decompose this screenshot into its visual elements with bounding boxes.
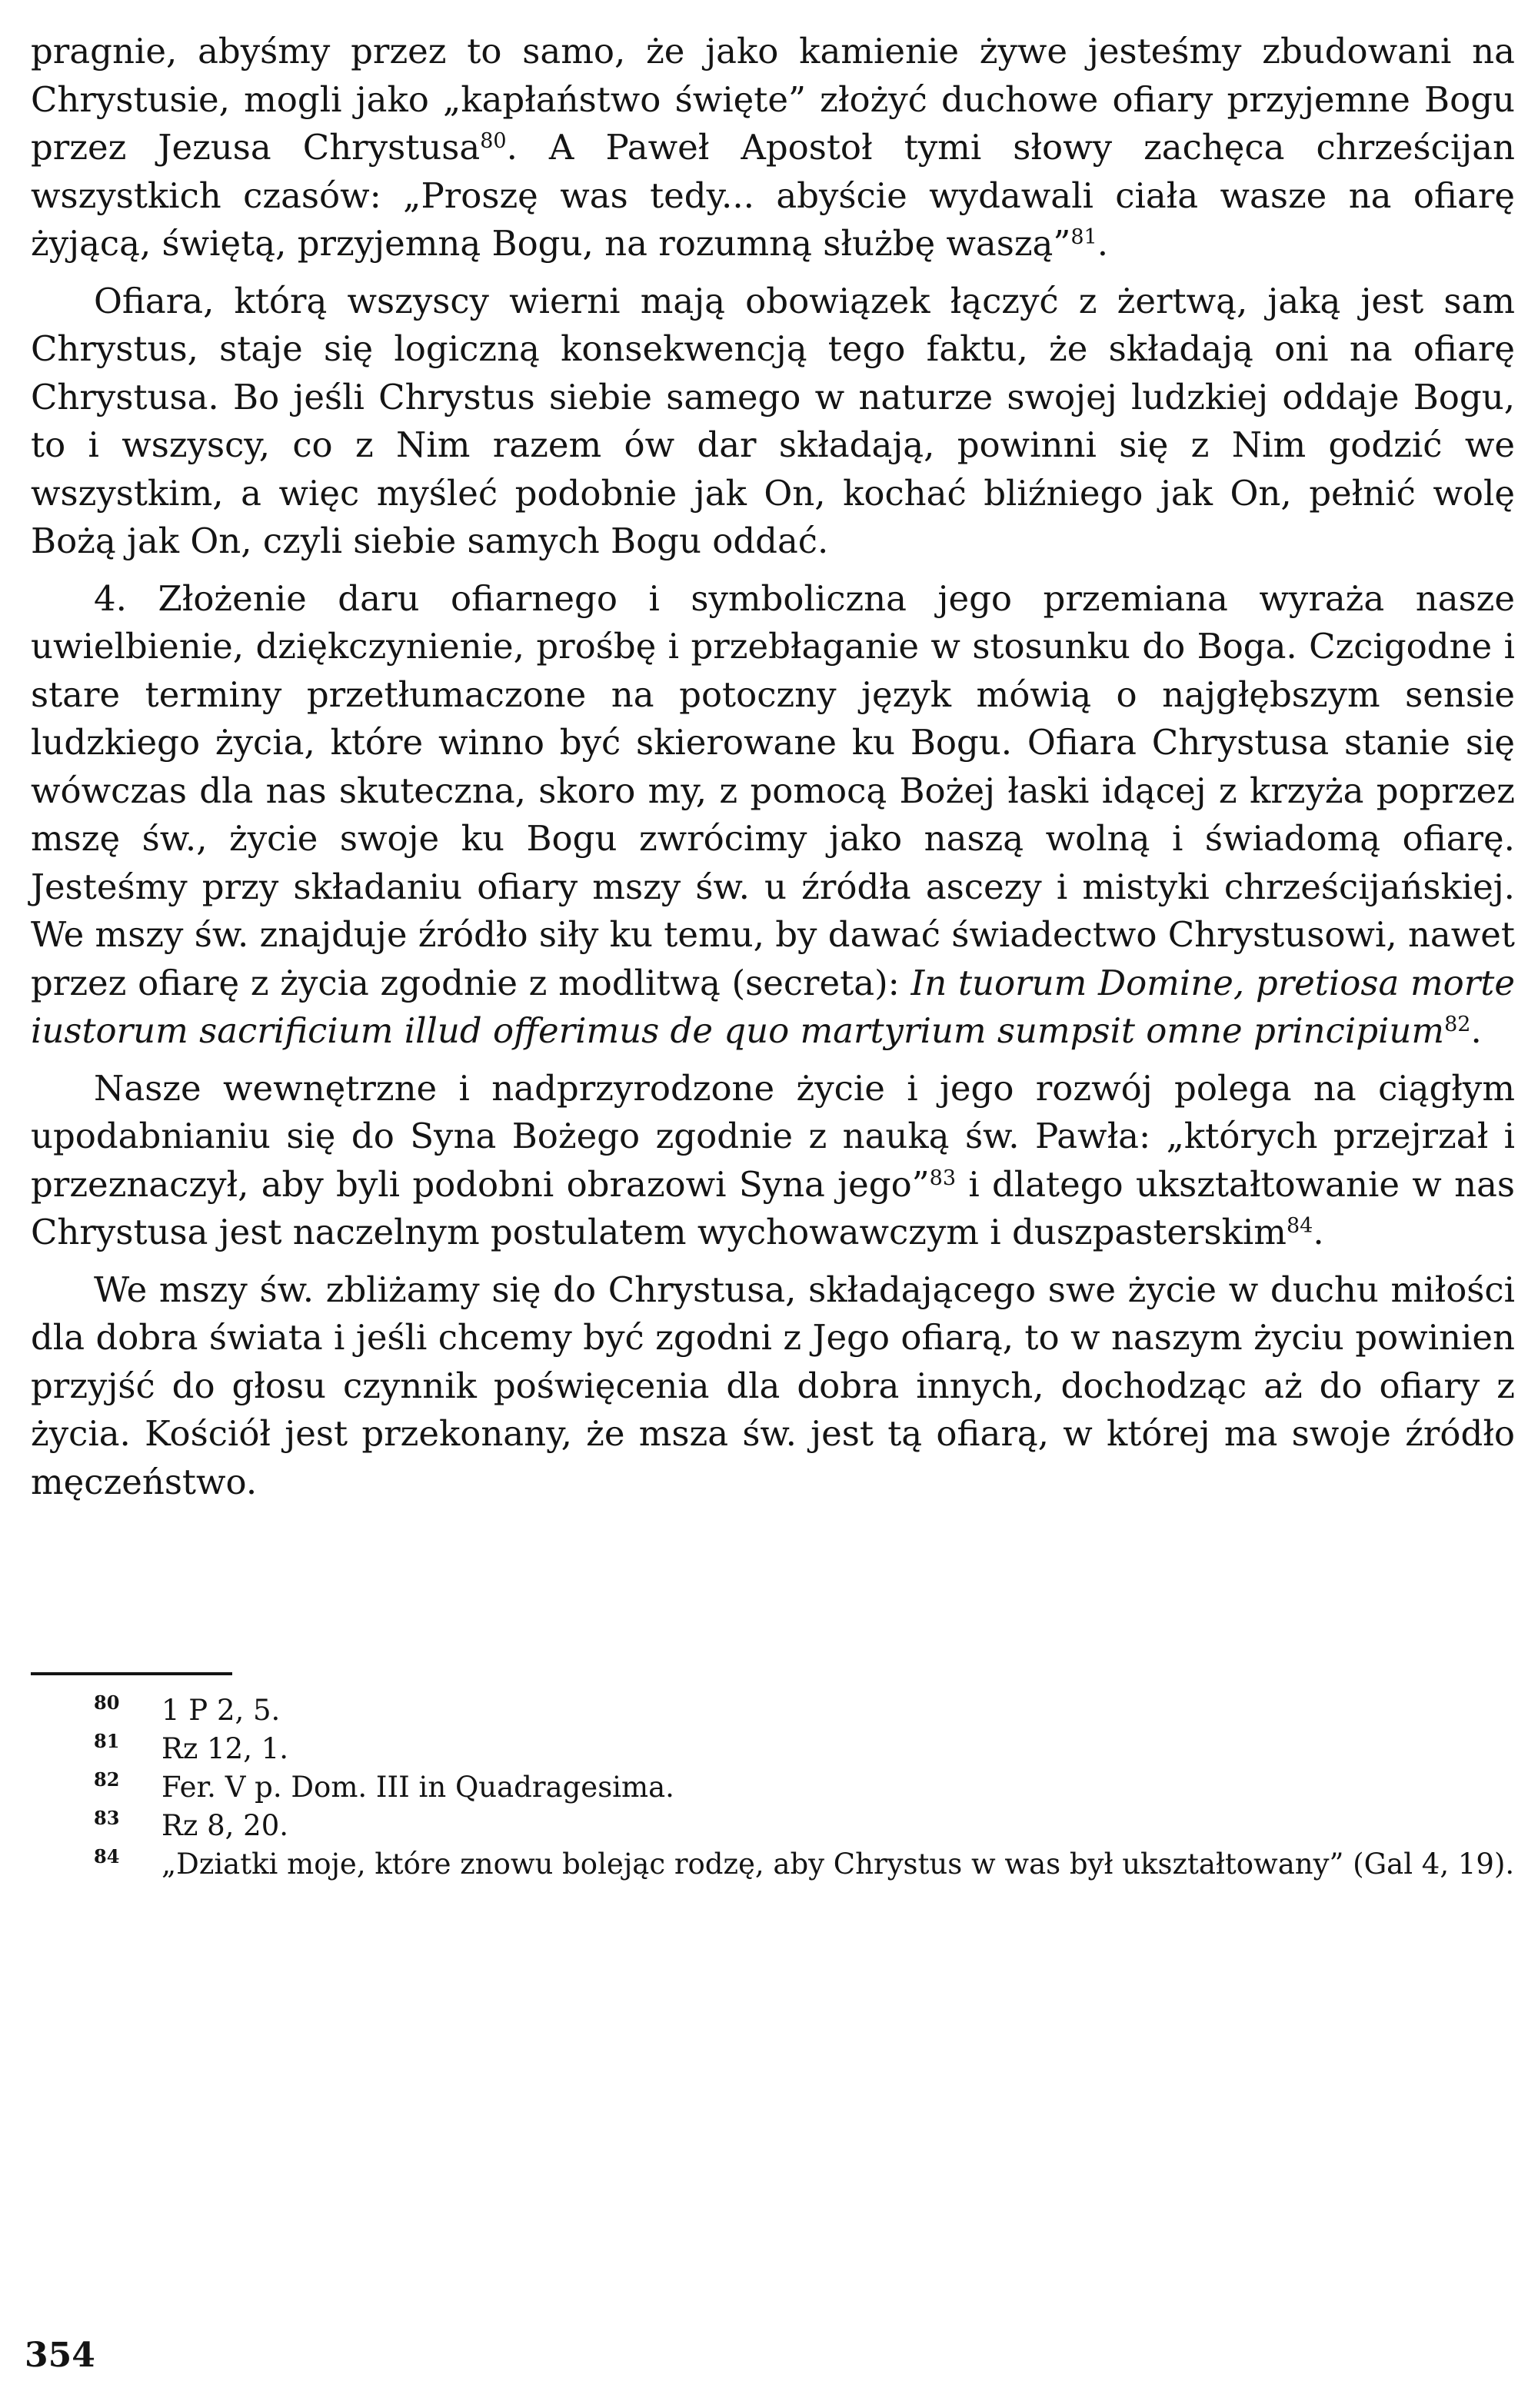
text-run: Ofiara, którą wszyscy wierni mają obowiązek łączyć z żertwą, jaką jest sam Chrystus, staje się logiczną konsekwencją tego faktu, że składają oni na ofiarę Chrystusa. Bo jeśli Chrystus siebie samego w naturze swojej ludzkiej oddaje Bogu, to i wszyscy, co z Nim razem ów dar składają, powinni się z Nim godzić we wszystkim, a więc myśleć podobnie jak On, kochać bliźniego jak On, pełnić wolę Bożą jak On, czyli siebie samych Bogu oddać. [31,280,1515,561]
paragraph [31,575,1515,1056]
footnote-ref-84: 84 [1286,1214,1313,1238]
footnote-number: 84 [94,1845,120,1868]
footnote-number: 83 [94,1807,120,1829]
paragraph [31,28,1515,268]
footnote [31,1845,1515,1884]
footnote-text: Rz 12, 1. [161,1732,289,1765]
text-run: . [1097,223,1109,264]
text-run: pragnie, abyśmy przez to samo, że jako kamienie żywe jesteśmy zbudowani na Chrystusie, mogli jako „kapłaństwo święte” złożyć duchowe ofiary przyjemne Bogu przez Jezusa Chrystusa [31,31,1515,168]
text-run: . A Paweł Apostoł tymi słowy zachęca chrześcijan wszystkich czasów: „Proszę was tedy... abyście wydawali ciała wasze na ofiarę żyjącą, świętą, przyjemną Bogu, na rozumną służbę waszą” [31,127,1516,264]
footnote [31,1768,1515,1807]
footnote-separator [31,1672,232,1675]
text-run: i dlatego ukształtowanie w nas Chrystusa jest naczelnym postulatem wychowawczym i duszpasterskim [31,1163,1515,1252]
paragraph [31,1065,1515,1257]
footnote-text: 1 P 2, 5. [161,1694,281,1727]
footnotes [31,1691,1515,1884]
page-number: 354 [25,2336,95,2375]
footnote [31,1807,1515,1845]
text-run: 4. Złożenie daru ofiarnego i symboliczna jego przemiana wyraża nasze uwielbienie, dziękczynienie, prośbę i przebłaganie w stosunku do Boga. Czcigodne i stare terminy przetłumaczone na potoczny język mówią o najgłębszym sensie ludzkiego życia, które winno być skierowane ku Bogu. Ofiara Chrystusa stanie się wówczas dla nas skuteczna, skoro my, z pomocą Bożej łaski idącej z krzyża poprzez mszę św., życie swoje ku Bogu zwrócimy jako naszą wolną i świadomą ofiarę. Jesteśmy przy składaniu ofiary mszy św. u źródła ascezy i mistyki chrześcijańskiej. We mszy św. znajduje źródło siły ku temu, by dawać świadectwo Chrystusowi, nawet przez ofiarę z życia zgodnie z modlitwą (secreta): [31,577,1515,1003]
footnote-number: 82 [94,1768,120,1791]
footnote-number: 81 [94,1730,120,1752]
footnote-number: 80 [94,1691,120,1714]
text-run: . [1470,1010,1482,1051]
footnote [31,1691,1515,1730]
body-text [31,28,1515,1515]
latin-quote: In tuorum Domine, pretiosa morte iustorum sacrificium illud offerimus de quo martyrium sumpsit omne principium [31,962,1515,1051]
footnote-ref-83: 83 [929,1166,957,1190]
paragraph [31,278,1515,566]
footnote-text: Rz 8, 20. [161,1809,289,1842]
text-run: Nasze wewnętrzne i nadprzyrodzone życie i jego rozwój polega na ciągłym upodabnianiu się do Syna Bożego zgodnie z nauką św. Pawła: „których przejrzał i przeznaczył, aby byli podobni obrazowi Syna jego” [31,1067,1515,1205]
footnote-ref-80: 80 [480,129,507,153]
text-run: . [1313,1212,1324,1252]
paragraph [31,1266,1515,1507]
footnote-ref-81: 81 [1070,225,1097,249]
footnote-text: Fer. V p. Dom. III in Quadragesima. [161,1771,674,1804]
text-run: We mszy św. zbliżamy się do Chrystusa, składającego swe życie w duchu miłości dla dobra świata i jeśli chcemy być zgodni z Jego ofiarą, to w naszym życiu powinien przyjść do głosu czynnik poświęcenia dla dobra innych, dochodząc aż do ofiary z życia. Kościół jest przekonany, że msza św. jest tą ofiarą, w której ma swoje źródło męczeństwo. [31,1269,1515,1502]
footnote-text: „Dziatki moje, które znowu bolejąc rodzę, aby Chrystus w was był ukształtowany” (Gal 4, 19). [161,1848,1515,1881]
footnote-ref-82: 82 [1444,1013,1471,1036]
footnote [31,1730,1515,1768]
